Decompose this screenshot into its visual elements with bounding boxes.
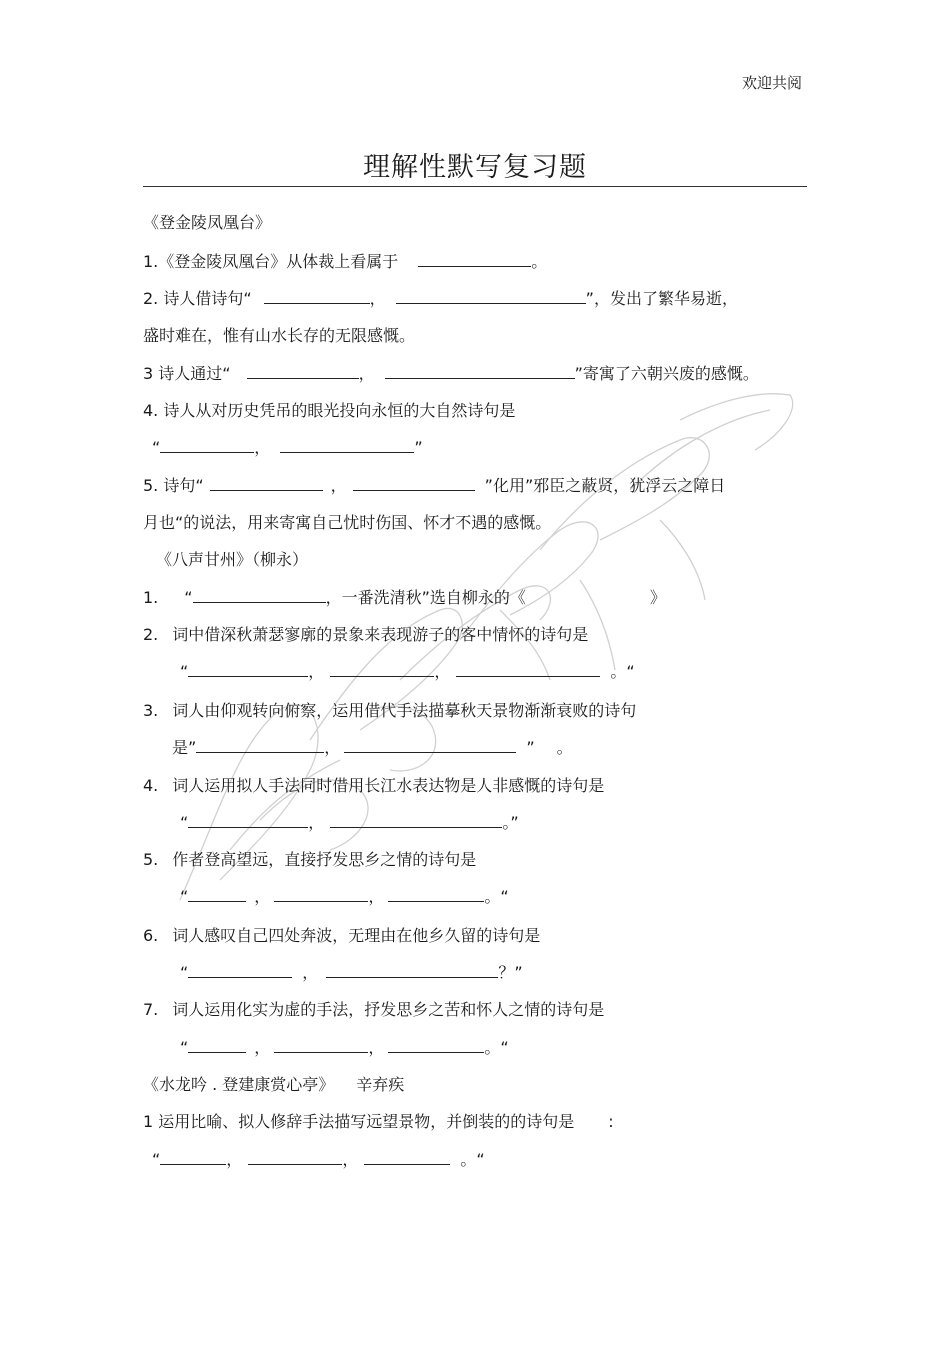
question-3 [143, 700, 636, 722]
answer-blank[interactable] [188, 1038, 246, 1053]
question-text: 3 诗人通过“ [143, 364, 231, 383]
question-5 [143, 475, 725, 497]
question-text: “ [152, 1150, 161, 1169]
answer-blank[interactable] [188, 963, 292, 978]
question-text: 。“ [484, 1038, 509, 1057]
question-text: “ [180, 963, 189, 982]
answer-blank[interactable] [344, 738, 516, 753]
question-5 [143, 849, 476, 871]
question-number: 1. [143, 588, 159, 607]
answer-blank[interactable] [274, 887, 368, 902]
question-text: “ [180, 662, 189, 681]
question-5-answer [180, 886, 509, 908]
question-7-answer [180, 1037, 509, 1059]
question-2-cont: 盛时难在，惟有山水长存的无限感慨。 [143, 326, 416, 345]
question-text: ， [342, 1150, 359, 1169]
question-text: 2. 诗人借诗句“ [143, 289, 252, 308]
question-number: 7. [143, 1000, 159, 1019]
question-text: 。 [556, 738, 573, 757]
question-text: 。“ [610, 662, 635, 681]
question-text: ， [330, 476, 347, 495]
question-text: ” [414, 438, 423, 457]
question-text: “ [152, 438, 161, 457]
question-text: 1.《登金陵凤凰台》从体裁上看属于 [143, 252, 399, 271]
question-2 [143, 288, 738, 310]
question-2 [143, 624, 588, 646]
question-4: 4. 诗人从对历史凭吊的眼光投向永恒的大自然诗句是 [143, 401, 516, 420]
question-1-answer [152, 1149, 485, 1171]
section-heading: 《登金陵凤凰台》 [143, 213, 272, 232]
question-text: ， [254, 887, 271, 906]
question-text: ， [308, 813, 325, 832]
answer-blank[interactable] [388, 1038, 484, 1053]
answer-blank[interactable] [160, 438, 254, 453]
answer-blank[interactable] [330, 813, 502, 828]
watermark-graphic [160, 380, 800, 920]
section-heading: 《八声甘州》（柳永） [156, 550, 309, 569]
question-text: 5. 诗句“ [143, 476, 204, 495]
question-text: 。” [502, 813, 519, 832]
question-text: ”，发出了繁华易逝， [585, 289, 738, 308]
question-4-answer [152, 437, 423, 459]
question-7 [143, 999, 604, 1021]
title-rule [143, 186, 807, 187]
question-text: ”寄寓了六朝兴废的感慨。 [574, 364, 759, 383]
question-text: 1 运用比喻、拟人修辞手法描写远望景物，并倒装的的诗句是 [143, 1112, 575, 1131]
section-heading [143, 1074, 404, 1096]
question-text: 作者登高望远，直接抒发思乡之情的诗句是 [172, 850, 477, 869]
question-text: 词人感叹自己四处奔波，无理由在他乡久留的诗句是 [172, 926, 541, 945]
question-text: ， [434, 662, 451, 681]
question-text: 。 [531, 252, 548, 271]
answer-blank[interactable] [280, 438, 414, 453]
question-number: 5. [143, 850, 159, 869]
question-5-cont: 月也“的说法，用来寄寓自己忧时伤国、怀才不遇的感慨。 [143, 513, 552, 532]
question-text: ？” [498, 963, 523, 982]
question-text: 。“ [484, 887, 509, 906]
page-title: 理解性默写复习题 [363, 152, 587, 183]
question-3 [143, 363, 759, 385]
question-3-answer [172, 737, 573, 759]
answer-blank[interactable] [188, 887, 246, 902]
question-text: 是” [172, 738, 197, 757]
answer-blank[interactable] [326, 963, 498, 978]
question-text: ， [368, 1038, 385, 1057]
answer-blank[interactable] [330, 662, 434, 677]
question-text: ， [254, 1038, 271, 1057]
question-text: ， [369, 289, 386, 308]
answer-blank[interactable] [456, 662, 600, 677]
question-number: 4. [143, 776, 159, 795]
question-6 [143, 925, 540, 947]
question-text: 词人运用化实为虚的手法，抒发思乡之苦和怀人之情的诗句是 [172, 1000, 605, 1019]
question-text: ， [254, 438, 271, 457]
answer-blank[interactable] [210, 476, 323, 491]
answer-blank[interactable] [196, 738, 324, 753]
question-text: ， [308, 662, 325, 681]
question-number: 3. [143, 701, 159, 720]
answer-blank[interactable] [396, 289, 586, 304]
answer-blank[interactable] [353, 476, 475, 491]
question-text: 》 [649, 588, 666, 607]
question-4 [143, 775, 604, 797]
question-6-answer [180, 962, 523, 984]
question-text: ， [324, 738, 341, 757]
question-text: ”化用”邪臣之蔽贤，犹浮云之障日 [484, 476, 726, 495]
answer-blank[interactable] [388, 887, 484, 902]
question-text: 词人运用拟人手法同时借用长江水表达物是人非感慨的诗句是 [172, 776, 605, 795]
answer-blank[interactable] [193, 588, 326, 603]
question-1 [143, 251, 547, 273]
question-number: 2. [143, 625, 159, 644]
question-text: ， [368, 887, 385, 906]
question-text: “ [184, 588, 193, 607]
answer-blank[interactable] [385, 364, 575, 379]
answer-blank[interactable] [418, 252, 531, 267]
page-corner-note: 欢迎共阅 [741, 74, 802, 92]
question-text: 词人由仰观转向俯察，运用借代手法描摹秋天景物渐渐衰败的诗句 [172, 701, 637, 720]
question-text: 词中借深秋萧瑟寥廓的景象来表现游子的客中情怀的诗句是 [172, 625, 589, 644]
question-text: ， [302, 963, 319, 982]
section-author: 辛弃疾 [356, 1075, 405, 1094]
answer-blank[interactable] [247, 364, 359, 379]
question-1 [143, 1111, 614, 1133]
answer-blank[interactable] [248, 1150, 342, 1165]
question-text: ，一番洗清秋”选自柳永的《 [325, 588, 526, 607]
answer-blank[interactable] [364, 1150, 450, 1165]
section-title: 《水龙吟 . 登建康赏心亭》 [143, 1075, 335, 1094]
question-1 [143, 587, 666, 609]
question-text: ” [526, 738, 535, 757]
question-text: ， [358, 364, 375, 383]
question-text: : [608, 1112, 614, 1131]
question-2-answer [180, 661, 635, 683]
question-text: “ [180, 813, 189, 832]
question-text: “ [180, 887, 189, 906]
question-text: 。“ [460, 1150, 485, 1169]
question-number: 6. [143, 926, 159, 945]
answer-blank[interactable] [188, 813, 308, 828]
answer-blank[interactable] [274, 1038, 368, 1053]
answer-blank[interactable] [264, 289, 370, 304]
answer-blank[interactable] [160, 1150, 226, 1165]
question-4-answer [180, 812, 519, 834]
answer-blank[interactable] [188, 662, 308, 677]
question-text: “ [180, 1038, 189, 1057]
question-text: ， [226, 1150, 243, 1169]
